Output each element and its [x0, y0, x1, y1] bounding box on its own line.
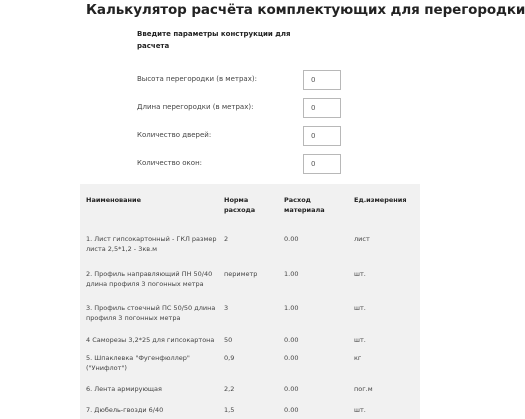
table-row: [80, 296, 420, 330]
cell-unit: шт.: [354, 406, 366, 414]
cell-consumption: 1.00: [284, 304, 299, 312]
table-row: [80, 330, 420, 347]
cell-consumption: 1.00: [284, 270, 299, 278]
header-name: Наименование: [86, 196, 142, 204]
height-label: Высота перегородки (в метрах):: [137, 75, 257, 83]
cell-norm: периметр: [224, 270, 258, 278]
cell-consumption: 0.00: [284, 336, 299, 344]
height-input[interactable]: [303, 70, 341, 90]
table-row: [80, 262, 420, 296]
cell-unit: шт.: [354, 304, 366, 312]
cell-consumption: 0.00: [284, 235, 299, 243]
cell-consumption: 0.00: [284, 385, 299, 393]
doors-label: Количество дверей:: [137, 131, 212, 139]
cell-name: 7. Дюбель-гвозди 6/40: [86, 406, 164, 414]
table-row: [80, 347, 420, 379]
cell-norm: 0,9: [224, 354, 235, 362]
cell-unit: шт.: [354, 336, 366, 344]
cell-consumption: 0.00: [284, 354, 299, 362]
materials-table: [80, 184, 420, 419]
form-heading: Введите параметры конструкции для расчета: [137, 30, 291, 50]
cell-unit: пог.м: [354, 385, 373, 393]
table-header-row: [80, 184, 420, 227]
length-label: Длина перегородки (в метрах):: [137, 103, 254, 111]
cell-norm: 50: [224, 336, 233, 344]
cell-name: 6. Лента армирующая: [86, 385, 162, 393]
doors-row: [0, 126, 480, 148]
cell-name: 1. Лист гипсокартонный - ГКЛ размер листа 2,5*1,2 - 3кв.м: [86, 235, 217, 253]
doors-input[interactable]: [303, 126, 341, 146]
cell-consumption: 0.00: [284, 406, 299, 414]
windows-input[interactable]: [303, 154, 341, 174]
cell-name: 2. Профиль направляющий ПН 50/40 длина профиля 3 погонных метра: [86, 270, 213, 288]
cell-unit: шт.: [354, 270, 366, 278]
cell-norm: 2: [224, 235, 229, 243]
cell-norm: 3: [224, 304, 229, 312]
windows-label: Количество окон:: [137, 159, 203, 167]
height-row: [0, 70, 480, 92]
table-row: [80, 379, 420, 400]
cell-norm: 2,2: [224, 385, 235, 393]
cell-unit: лист: [354, 235, 370, 243]
header-consumption: Расход материала: [284, 196, 325, 214]
cell-norm: 1,5: [224, 406, 235, 414]
cell-unit: кг: [354, 354, 362, 362]
table-row: [80, 400, 420, 419]
page-title: Калькулятор расчёта комплектующих для перегородки: [86, 2, 525, 18]
cell-name: 3. Профиль стоечный ПС 50/50 длина профиля 3 погонных метра: [86, 304, 216, 322]
cell-name: 5. Шпаклевка "Фугенфюллер" ("Унифлот"): [86, 354, 190, 372]
length-row: [0, 98, 480, 120]
header-unit: Ед.измерения: [354, 196, 407, 204]
header-norm: Норма расхода: [224, 196, 256, 214]
length-input[interactable]: [303, 98, 341, 118]
cell-name: 4 Саморезы 3,2*25 для гипсокартона: [86, 336, 215, 344]
windows-row: [0, 154, 480, 176]
table-row: [80, 227, 420, 262]
